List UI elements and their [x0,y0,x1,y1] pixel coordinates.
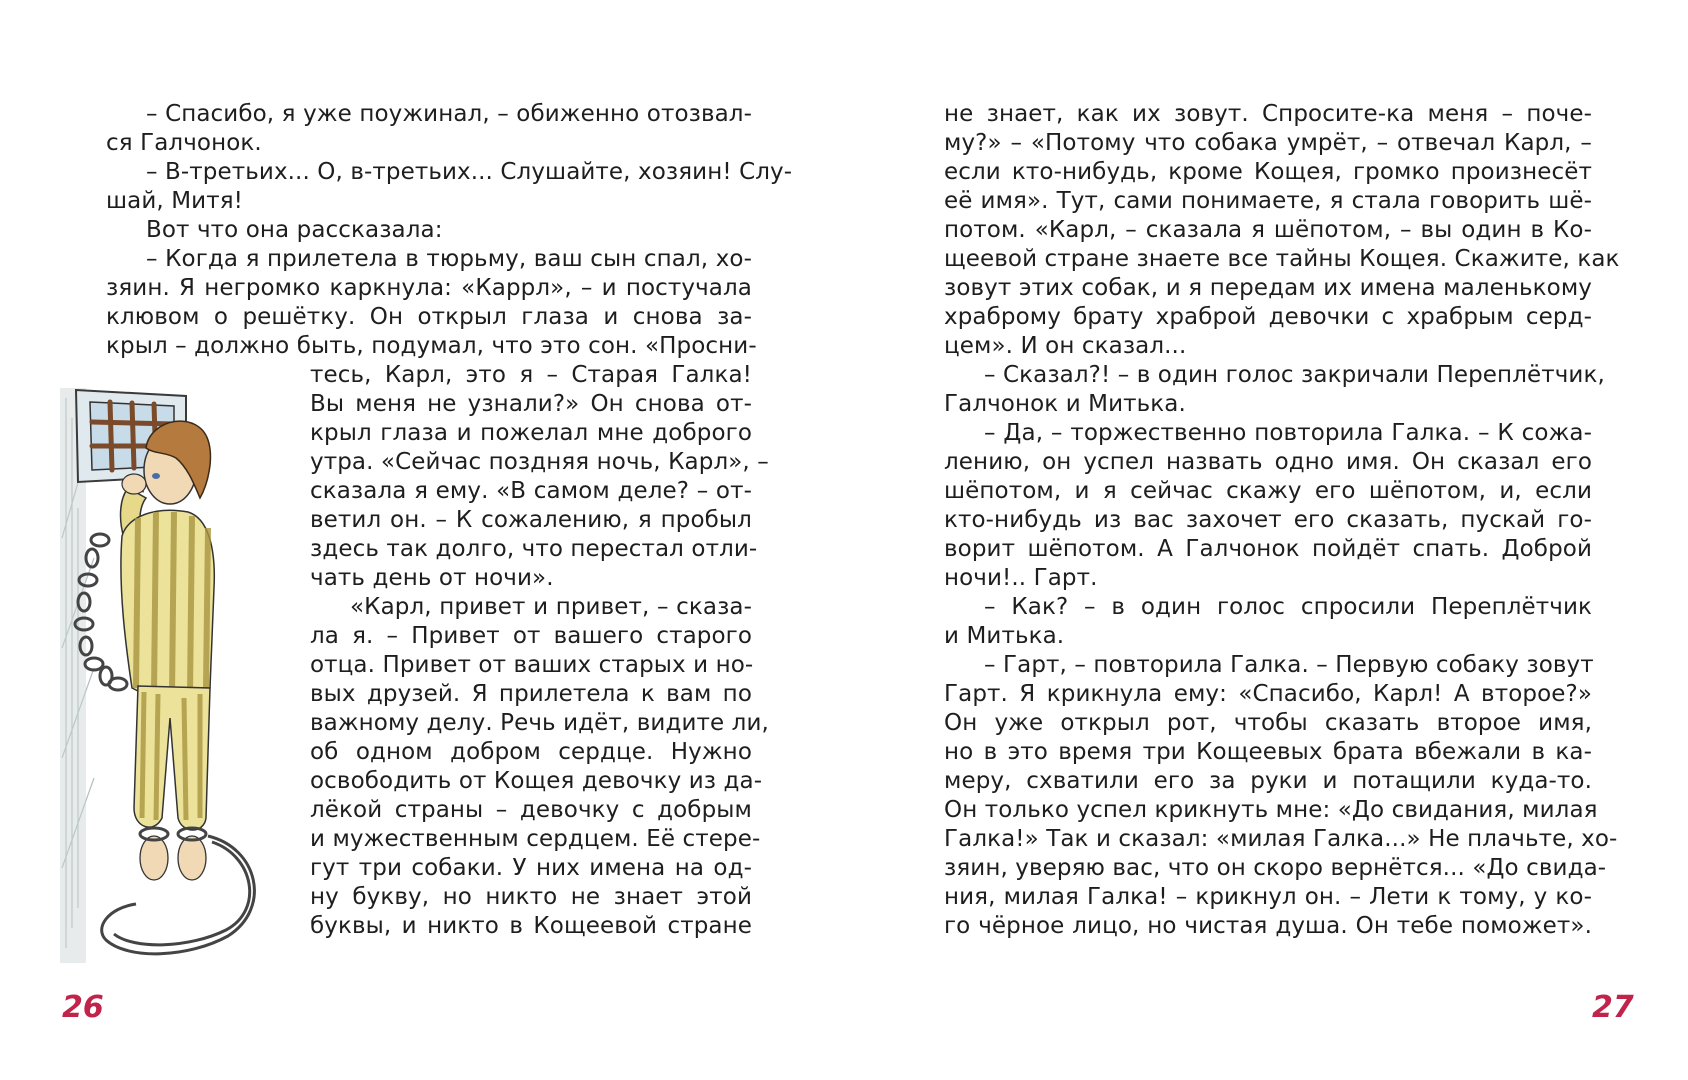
text-line: сказала я ему. «В самом деле? – от- [310,478,752,504]
text-line: Вот что она рассказала: [146,217,443,243]
text-line: Галка!» Так и сказал: «милая Галка...» Не плачьте, хо- [944,826,1618,852]
text-line: ворит шёпотом. А Галчонок пойдёт спать. Доброй [944,536,1592,562]
text-line: буквы, и никто в Кощеевой стране [310,913,752,939]
text-line: крыл глаза и пожелал мне доброго [310,420,752,446]
text-line: утра. «Сейчас поздняя ночь, Карл», – [310,449,769,475]
text-line: ния, милая Галка! – крикнул он. – Лети к тому, у ко- [944,884,1592,910]
text-line: Гарт. Я крикнула ему: «Спасибо, Карл! А второе?» [944,681,1592,707]
page-number-right: 27 [1592,990,1634,1025]
text-line: зовут этих собак, и я передам их имена маленькому [944,275,1592,301]
text-line: шёпотом, и я сейчас скажу его шёпотом, и, если [944,478,1592,504]
text-line: «Карл, привет и привет, – сказа- [350,594,752,620]
text-line: тесь, Карл, это я – Старая Галка! [310,362,752,388]
text-line: если кто-нибудь, кроме Кощея, громко произнесёт [944,159,1592,185]
text-line: вых друзей. Я прилетела к вам по [310,681,752,707]
text-line: Галчонок и Митька. [944,391,1186,417]
text-line: кто-нибудь из вас захочет его сказать, пускай го- [944,507,1592,533]
text-line: Он уже открыл рот, чтобы сказать второе имя, [944,710,1592,736]
text-line: об одном добром сердце. Нужно [310,739,752,765]
text-line: го чёрное лицо, но чистая душа. Он тебе поможет». [944,913,1592,939]
ankle-chain [102,828,255,954]
text-line: и мужественным сердцем. Её стере- [310,826,761,852]
text-line: – Да, – торжественно повторила Галка. – К сожа- [984,420,1592,446]
text-line: – Гарт, – повторила Галка. – Первую собаку зовут [984,652,1594,678]
text-line: Вы меня не узнали?» Он снова от- [310,391,752,417]
text-line: гут три собаки. У них имена на од- [310,855,752,881]
text-line: отца. Привет от ваших старых и но- [310,652,754,678]
text-line: щеевой стране знаете все тайны Кощея. Скажите, как [944,246,1620,272]
text-line: но в это время три Кощеевых брата вбежали в ка- [944,739,1592,765]
text-line: зяин. Я негромко каркнула: «Каррл», – и постучала [106,275,752,301]
text-line: крыл – должно быть, подумал, что это сон. «Просни- [106,333,757,359]
text-line: важному делу. Речь идёт, видите ли, [310,710,769,736]
text-line: храброму брату храброй девочки с храбрым серд- [944,304,1592,330]
text-line: лению, он успел назвать одно имя. Он сказал его [944,449,1592,475]
text-line: клювом о решётку. Он открыл глаза и снова за- [106,304,752,330]
text-line: ночи!.. Гарт. [944,565,1098,591]
page-number-left: 26 [62,990,104,1025]
text-line: шай, Митя! [106,188,243,214]
striped-trousers [134,686,210,830]
text-line: потом. «Карл, – сказала я шёпотом, – вы один в Ко- [944,217,1592,243]
prisoner-illustration [58,388,294,973]
text-line: му?» – «Потому что собака умрёт, – отвечал Карл, – [944,130,1592,156]
text-line: не знает, как их зовут. Спросите-ка меня – поче- [944,101,1592,127]
text-line: ну букву, но никто не знает этой [310,884,752,910]
text-line: – Спасибо, я уже поужинал, – обиженно отозвал- [146,101,752,127]
text-line: меру, схватили его за руки и потащили куда-то. [944,768,1592,794]
text-line: – В-третьих... О, в-третьих... Слушайте, хозяин! Слу- [146,159,793,185]
text-line: чать день от ночи». [310,565,554,591]
text-line: и Митька. [944,623,1065,649]
text-line: зяин, уверяю вас, что он скоро вернётся... «До свида- [944,855,1607,881]
text-line: – Когда я прилетела в тюрьму, ваш сын спал, хо- [146,246,752,272]
text-line: ла я. – Привет от вашего старого [310,623,752,649]
text-line: ся Галчонок. [106,130,262,156]
text-line: ветил он. – К сожалению, я пробыл [310,507,752,533]
text-line: цем». И он сказал... [944,333,1187,359]
text-line: – Как? – в один голос спросили Переплётчик [984,594,1592,620]
text-line: освободить от Кощея девочку из да- [310,768,763,794]
text-line: её имя». Тут, сами понимаете, я стала говорить шё- [944,188,1592,214]
striped-shirt [121,510,214,697]
text-line: лёкой страны – девочку с добрым [310,797,752,823]
text-line: Он только успел крикнуть мне: «До свидания, милая [944,797,1598,823]
text-line: здесь так долго, что перестал отли- [310,536,758,562]
text-line: – Сказал?! – в один голос закричали Переплётчик, [984,362,1605,388]
